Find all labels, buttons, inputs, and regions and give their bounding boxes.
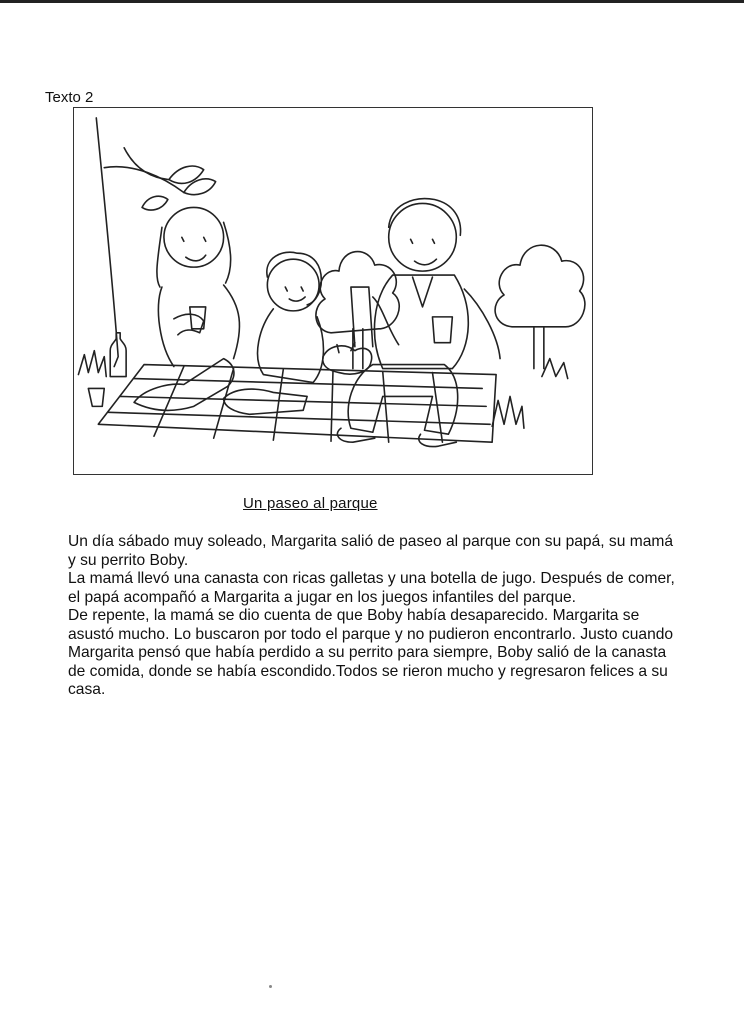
story-body — [68, 533, 678, 700]
family-picnic-illustration-icon — [74, 108, 592, 474]
picnic-illustration — [73, 107, 593, 475]
story-paragraph: De repente, la mamá se dio cuenta de que Boby había desaparecido. Margarita se asustó mucho. Lo buscaron por todo el parque y no pudieron encontrarlo. Justo cuando Margarita pensó que había perdido a su perrito para siempre, Boby salió de la canasta de comida, donde se había escondido.Todos se rieron mucho y regresaron felices a su casa. — [68, 607, 674, 698]
story-paragraph: Un día sábado muy soleado, Margarita salió de paseo al parque con su papá, su mamá y su perrito Boby. — [68, 533, 674, 569]
story-paragraph: La mamá llevó una canasta con ricas galletas y una botella de jugo. Después de comer, el papá acompañó a Margarita a jugar en los juegos infantiles del parque. — [68, 570, 675, 606]
scan-speck — [269, 985, 272, 988]
story-title: Un paseo al parque — [243, 495, 378, 512]
top-border-line — [0, 0, 744, 3]
text-label: Texto 2 — [45, 89, 94, 106]
